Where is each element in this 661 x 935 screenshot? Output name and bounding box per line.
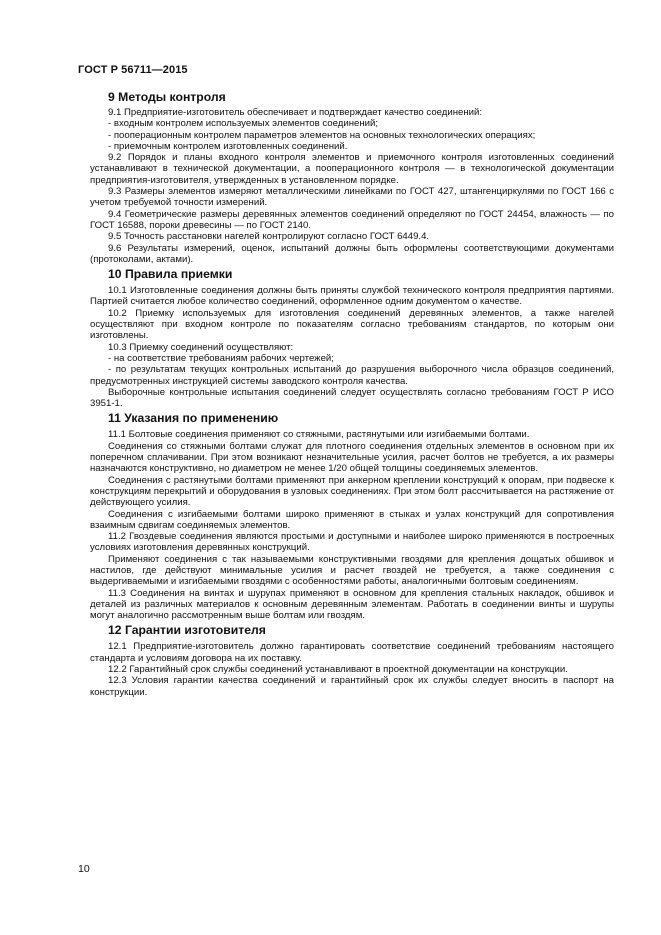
paragraph-11-1-bending-bolts: Соединения с изгибаемыми болтами широко применяют в стыках и узлах конструкций для сопротивления взаимным сдвигам соединяемых элементов. [90,508,614,531]
paragraph-9-3: 9.3 Размеры элементов измеряют металлическими линейками по ГОСТ 427, штангенциркулями по ГОСТ 166 с учетом требуемой точности измерений. [90,186,614,209]
paragraph-12-1: 12.1 Предприятие-изготовитель должно гарантировать соответствие соединений требованиям настоящего стандарта и условиям договора на их поставку. [90,641,614,664]
section-heading-9: 9 Методы контроля [108,90,226,104]
paragraph-9-5: 9.5 Точность расстановки нагелей контролируют согласно ГОСТ 6449.4. [108,231,430,243]
paragraph-9-6: 9.6 Результаты измерений, оценок, испытаний должны быть оформлены соответствующими документами (протоколами, актами). [90,242,614,265]
paragraph-9-1: 9.1 Предприятие-изготовитель обеспечивает и подтверждает качество соединений: [108,107,483,118]
section-heading-12: 12 Гарантии изготовителя [108,623,266,638]
list-item: - по результатам текущих контрольных испытаний до разрушения выборочного числа образцов соединений, предусмотренных инструкцией системы заводского контроля качества. [90,364,614,387]
paragraph-12-2: 12.2 Гарантийный срок службы соединений устанавливают в проектной документации на конструкции. [108,664,568,676]
list-item: - приемочным контролем изготовленных соединений. [108,140,348,152]
paragraph-11-1-tensile-bolts: Соединения с растянутыми болтами применяют при анкерном креплении конструкций к опорам, при подвеске к конструкциям перекрытий и оборудования в узловых соединениях. При этом болт рассчитывается на растяжение от действующего усилия. [90,474,614,509]
paragraph-10-2: 10.2 Приемку используемых для изготовления соединений деревянных элементов, а также нагелей осуществляют при входном контроле по показателям согласно требованиям стандартов, по которым они изготовлены. [90,307,614,342]
list-item: - на соответствие требованиям рабочих чертежей; [108,352,334,364]
paragraph-11-3: 11.3 Соединения на винтах и шурупах применяют в основном для крепления стальных накладок, обшивок и деталей из различных материалов к основным деревянным элементам. Работать в соединении винты и шурупы могут аналогично рассмотренным выше болтам или гвоздям. [90,587,614,622]
section-heading-11: 11 Указания по применению [108,411,279,426]
list-item: - входным контролем используемых элементов соединений; [108,118,379,130]
document-body [90,90,614,698]
page-number: 10 [78,863,90,875]
paragraph-11-2: 11.2 Гвоздевые соединения являются простыми и доступными и наиболее широко применяются в построечных условиях изготовления деревянных конструкций. [90,531,614,554]
list-item: - пооперационным контролем параметров элементов на основных технологических операциях; [108,129,536,141]
paragraph-9-4: 9.4 Геометрические размеры деревянных элементов соединений определяют по ГОСТ 24454, влажность — по ГОСТ 16588, пороки древесины — по ГОСТ 2140. [90,208,614,231]
section-heading-10: 10 Правила приемки [108,267,233,282]
standard-code-header: ГОСТ Р 56711—2015 [78,64,188,76]
paragraph-12-3: 12.3 Условия гарантии качества соединений и гарантийный срок их службы следует вносить в паспорт на конструкции. [90,675,614,698]
paragraph-9-2: 9.2 Порядок и планы входного контроля элементов и приемочного контроля изготовленных соединений устанавливают в технической документации, а пооперационного контроля — в технологической документации предприятия-изготовителя, утвержденных в установленном порядке. [90,152,614,186]
paragraph-10-3: 10.3 Приемку соединений осуществляют: [108,341,294,353]
paragraph-10-note: Выборочные контрольные испытания соединений следует осуществлять согласно требованиям ГОСТ Р ИСО 3951-1. [90,386,614,410]
paragraph-11-1: 11.1 Болтовые соединения применяют со стяжными, растянутыми или изгибаемыми болтами. [108,429,530,441]
paragraph-10-1: 10.1 Изготовленные соединения должны быть приняты службой технического контроля предприятия партиями. Партией считается любое количество соединений, оформленное одним документом о качестве. [90,285,614,308]
paragraph-11-1-tension-bolts: Соединения со стяжными болтами служат для плотного соединения отдельных элементов в основном при их поперечном сплачивании. При этом возникают незначительные усилия, расчет болтов не требуется, а их размеры назначаются конструктивно, но диаметром не менее 1/20 общей толщины соединяемых элементов. [90,440,614,475]
paragraph-11-2-nails: Применяют соединения с так называемыми конструктивными гвоздями для крепления дощатых обшивок и настилов, где действуют минимальные усилия и расчет гвоздей не требуется, а также соединения с выдергиваемыми и изгибаемыми гвоздями с особенностями работы, аналогичными болтовым соединениям. [90,553,614,588]
